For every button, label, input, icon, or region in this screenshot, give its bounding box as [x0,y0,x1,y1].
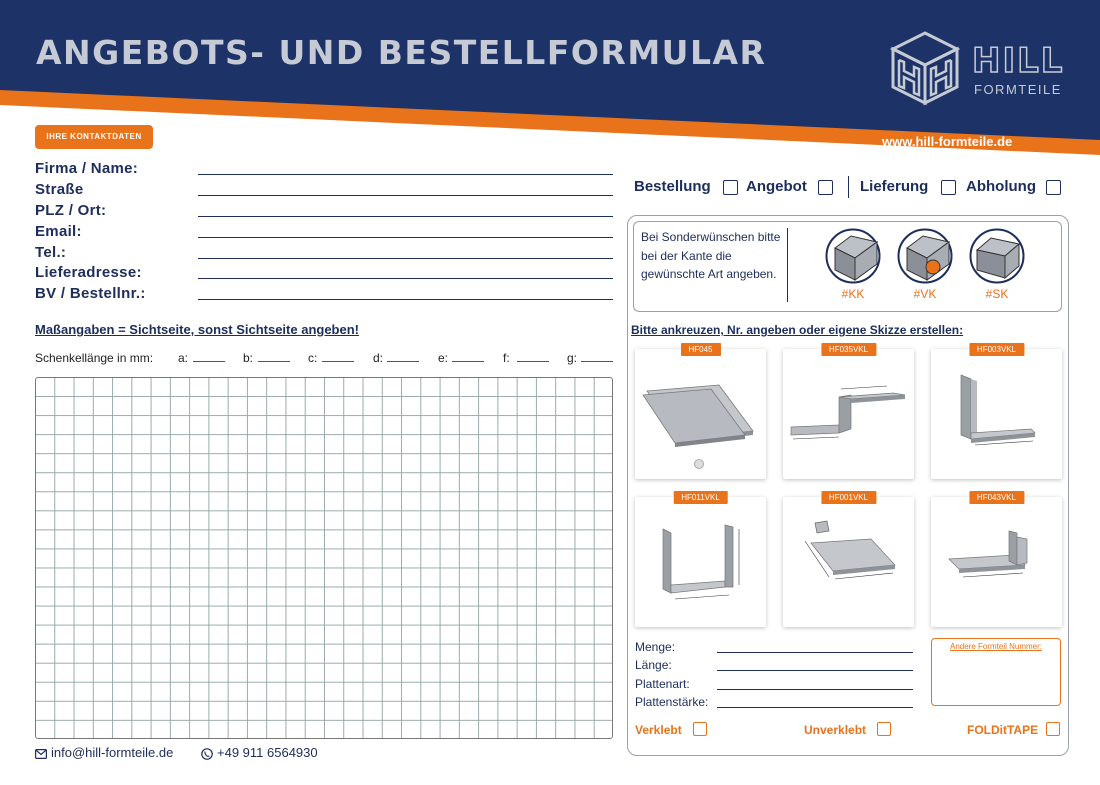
part-number-tag: HF043VKL [969,491,1024,504]
edge-sk-icon[interactable] [969,228,1025,284]
finish-folditape-label: FOLDitTAPE [967,723,1039,737]
bestellnr-line[interactable] [198,299,613,300]
website-link[interactable]: www.hill-formteile.de [882,134,1013,149]
leg-a-label: a: [178,351,189,365]
dimensions-heading: Maßangaben = Sichtseite, sonst Sichtseite angeben! [35,322,359,337]
part-number-tag: HF035VKL [821,343,876,356]
plz-ort-label: PLZ / Ort: [35,202,107,219]
leg-a-input[interactable] [193,361,225,362]
leg-d-label: d: [373,351,384,365]
whatsapp-icon [201,748,213,760]
tel-label: Tel.: [35,244,67,261]
leg-g-label: g: [567,351,578,365]
leg-f-label: f: [503,351,510,365]
laenge-label: Länge: [635,658,672,672]
edge-sk-label: #SK [985,287,1009,301]
plattenart-label: Plattenart: [635,677,690,691]
part-card-hf035vkl[interactable] [783,345,914,479]
leg-f-input[interactable] [517,361,549,362]
edge-kk-icon[interactable] [825,228,881,284]
option-abholung-checkbox[interactable] [1046,180,1061,195]
leg-g-input[interactable] [581,361,613,362]
hill-logo-icon [890,30,960,106]
finish-unverklebt-checkbox[interactable] [877,722,891,736]
leg-d-input[interactable] [387,361,419,362]
plattenart-line[interactable] [717,689,913,690]
plattenstaerke-line[interactable] [717,707,913,708]
menge-line[interactable] [717,652,913,653]
mail-icon [35,749,47,759]
plattenstaerke-field[interactable] [635,695,913,711]
menge-field[interactable] [635,640,913,656]
email-line[interactable] [198,237,613,238]
other-part-number-label: Andere Formteil Nummer: [949,642,1043,651]
leg-length-label: Schenkellänge in mm: [35,351,154,365]
leg-c-label: c: [308,351,318,365]
plattenart-field[interactable] [635,677,913,693]
lieferadresse-field[interactable] [35,264,613,284]
option-abholung-label: Abholung [966,178,1036,195]
leg-e-label: e: [438,351,449,365]
firma-line[interactable] [198,174,613,175]
plattenstaerke-label: Plattenstärke: [635,695,709,709]
email-field[interactable] [35,223,613,243]
part-card-hf011vkl[interactable] [635,493,766,627]
strasse-label: Straße [35,181,84,198]
option-bestellung-label: Bestellung [634,178,711,195]
tel-line[interactable] [198,258,613,259]
option-bestellung-checkbox[interactable] [723,180,738,195]
edge-kk-label: #KK [841,287,865,301]
finish-verklebt-checkbox[interactable] [693,722,707,736]
part-card-hf045[interactable] [635,345,766,479]
bestellnr-label: BV / Bestellnr.: [35,285,146,302]
part-card-hf003vkl[interactable] [931,345,1062,479]
part-number-tag: HF003VKL [969,343,1024,356]
option-divider [848,176,849,198]
brand-name: HILL [972,41,1065,81]
special-request-text: Bei Sonderwünschen bitte bei der Kante die gewünschte Art angeben. [641,230,781,281]
option-angebot-label: Angebot [746,178,807,195]
part-hf003vkl-drawing [931,361,1062,479]
leg-e-input[interactable] [452,361,484,362]
footer-phone[interactable] [201,745,318,760]
part-number-tag: HF045 [680,343,720,356]
option-angebot-checkbox[interactable] [818,180,833,195]
edge-vk-label: #VK [913,287,937,301]
menge-label: Menge: [635,640,676,654]
contact-badge: IHRE KONTAKTDATEN [35,125,153,149]
part-hf043vkl-drawing [931,509,1062,627]
footer-email-text: info@hill-formteile.de [51,745,174,760]
part-hf035vkl-drawing [783,361,914,479]
lieferadresse-label: Lieferadresse: [35,264,142,281]
part-number-tag: HF011VKL [673,491,728,504]
plz-ort-line[interactable] [198,216,613,217]
lieferadresse-line[interactable] [198,278,613,279]
finish-verklebt-label: Verklebt [635,723,682,737]
option-lieferung-label: Lieferung [860,178,929,195]
selection-instruction: Bitte ankreuzen, Nr. angeben oder eigene Skizze erstellen: [631,323,964,337]
email-label: Email: [35,223,82,240]
edge-vk-icon[interactable] [897,228,953,284]
sketch-grid[interactable] [35,377,613,739]
part-hf045-drawing [635,361,766,479]
part-card-hf043vkl[interactable] [931,493,1062,627]
part-number-tag: HF001VKL [821,491,876,504]
finish-folditape-checkbox[interactable] [1046,722,1060,736]
plz-ort-field[interactable] [35,202,613,222]
strasse-field[interactable] [35,181,613,201]
leg-b-label: b: [243,351,254,365]
firma-label: Firma / Name: [35,160,139,177]
footer-phone-text: +49 911 6564930 [217,745,318,760]
tel-field[interactable] [35,244,613,264]
strasse-line[interactable] [198,195,613,196]
finish-unverklebt-label: Unverklebt [804,723,867,737]
footer-email[interactable] [35,745,173,760]
firma-field[interactable] [35,160,613,180]
part-hf001vkl-drawing [783,509,914,627]
leg-b-input[interactable] [258,361,290,362]
part-card-hf001vkl[interactable] [783,493,914,627]
option-lieferung-checkbox[interactable] [941,180,956,195]
page-title: ANGEBOTS- UND BESTELLFORMULAR [36,33,767,72]
brand-subtitle: FORMTEILE [974,82,1062,97]
leg-c-input[interactable] [322,361,354,362]
laenge-line[interactable] [717,670,913,671]
part-hf011vkl-drawing [635,509,766,627]
laenge-field[interactable] [635,658,913,674]
special-divider [787,228,788,302]
bestellnr-field[interactable] [35,285,613,305]
